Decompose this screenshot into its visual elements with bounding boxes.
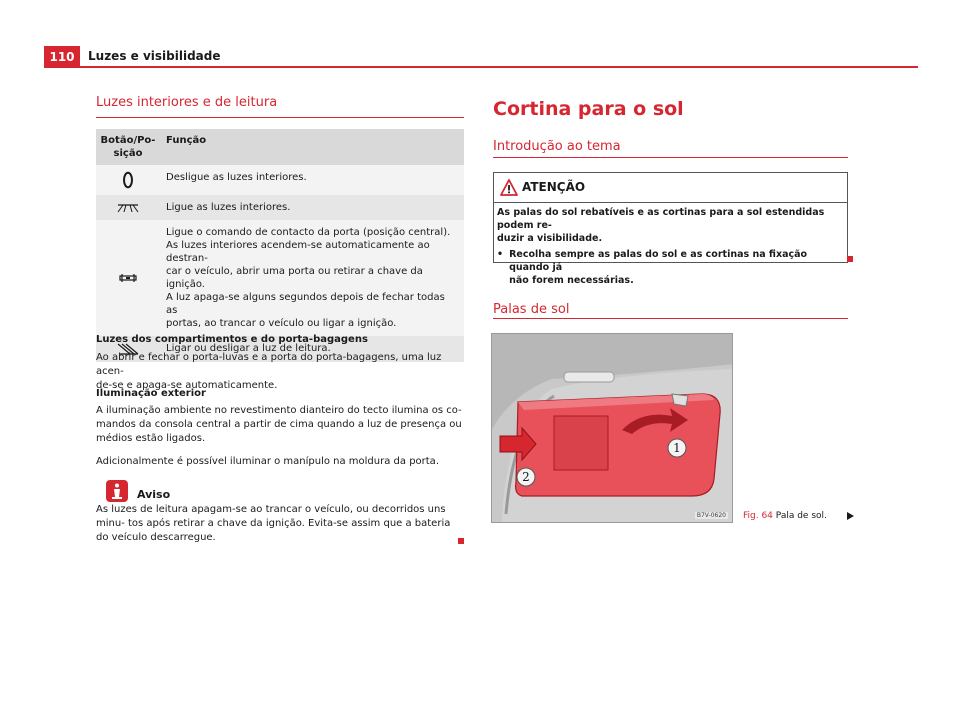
function-table xyxy=(96,129,464,362)
sun-visor-illustration xyxy=(492,334,733,523)
figure-number: Fig. 64 xyxy=(743,511,773,521)
figure-code: B7V-0620 xyxy=(696,512,726,519)
compartments-text: Ao abrir e fechar o porta-luvas e a porta do porta-bagagens, uma luz acen- de-se e apaga-se automaticamente. xyxy=(96,352,442,391)
compartments-paragraph xyxy=(96,333,464,393)
zero-position-icon xyxy=(122,171,134,189)
table-cell-function: Desligue as luzes interiores. xyxy=(160,165,464,195)
warning-label: ATENÇÃO xyxy=(522,180,586,194)
exterior-paragraph xyxy=(96,387,464,446)
table-header-position: Botão/Po- sição xyxy=(96,129,160,165)
subsection-title-sun-visors: Palas de sol xyxy=(493,302,570,317)
table-row xyxy=(96,165,464,195)
table-header-function: Função xyxy=(160,129,464,165)
header-rule xyxy=(44,66,918,68)
note-text: As luzes de leitura apagam-se ao trancar o veículo, ou decorridos uns minu- tos após retirar a chave da ignição. Evita-se assim que a bateria do veículo descarregue. xyxy=(96,504,451,543)
exterior-text: A iluminação ambiente no revestimento dianteiro do tecto ilumina os co- mandos da consola central a partir de cima quando a luz de presença ou médios estão ligados. xyxy=(96,405,462,444)
table-row xyxy=(96,220,464,336)
table-cell-function: Ligue as luzes interiores. xyxy=(160,195,464,220)
warning-text: As palas do sol rebatíveis e as cortinas para a sol estendidas podem re- duzir a visibilidade. xyxy=(497,207,825,244)
page-number: 110 xyxy=(44,46,80,68)
subsection-rule xyxy=(493,157,848,158)
section-title-interior-lights: Luzes interiores e de leitura xyxy=(96,95,278,110)
bullet-icon: • xyxy=(497,249,504,260)
table-row xyxy=(96,195,464,220)
warning-box xyxy=(493,172,848,286)
warning-body xyxy=(497,206,842,287)
note-icon xyxy=(106,480,128,502)
figure-caption-text: Pala de sol. xyxy=(775,511,827,521)
warning-bullet-text: Recolha sempre as palas do sol e as cortinas na fixação quando já não forem necessárias. xyxy=(509,249,808,286)
section-title-sunshade: Cortina para o sol xyxy=(493,98,684,120)
sun-visor-figure xyxy=(491,333,733,523)
table-cell-function: Ligar ou desligar a luz de leitura. xyxy=(160,336,464,362)
interior-light-icon xyxy=(115,202,141,214)
table-cell-function: Ligue o comando de contacto da porta (posição central). As luzes interiores acendem-se automaticamente ao destran- car o veículo, abrir uma porta ou retirar a chave da ignição. A luz apaga-se alguns segundos depois de fechar todas as portas, ao trancar o veículo ou ligar a ignição. xyxy=(160,220,464,336)
section-end-marker xyxy=(847,256,853,262)
note-label: Aviso xyxy=(137,488,171,501)
running-header-title: Luzes e visibilidade xyxy=(88,49,221,63)
compartments-title: Luzes dos compartimentos e do porta-bagagens xyxy=(96,334,368,345)
continue-arrow-icon xyxy=(847,512,854,520)
section-rule xyxy=(96,117,464,118)
figure-caption xyxy=(743,511,827,521)
subsection-title-intro: Introdução ao tema xyxy=(493,139,621,154)
callout-1: 1 xyxy=(673,441,681,455)
callout-2: 2 xyxy=(522,470,530,484)
section-end-marker xyxy=(458,538,464,544)
subsection-rule xyxy=(493,318,848,319)
warning-separator xyxy=(494,202,847,203)
additional-paragraph: Adicionalmente é possível iluminar o manípulo na moldura da porta. xyxy=(96,456,439,467)
door-contact-icon xyxy=(117,271,139,285)
exterior-title: Iluminação exterior xyxy=(96,388,206,399)
warning-bullet-item xyxy=(497,248,842,287)
warning-triangle-icon xyxy=(500,179,518,196)
